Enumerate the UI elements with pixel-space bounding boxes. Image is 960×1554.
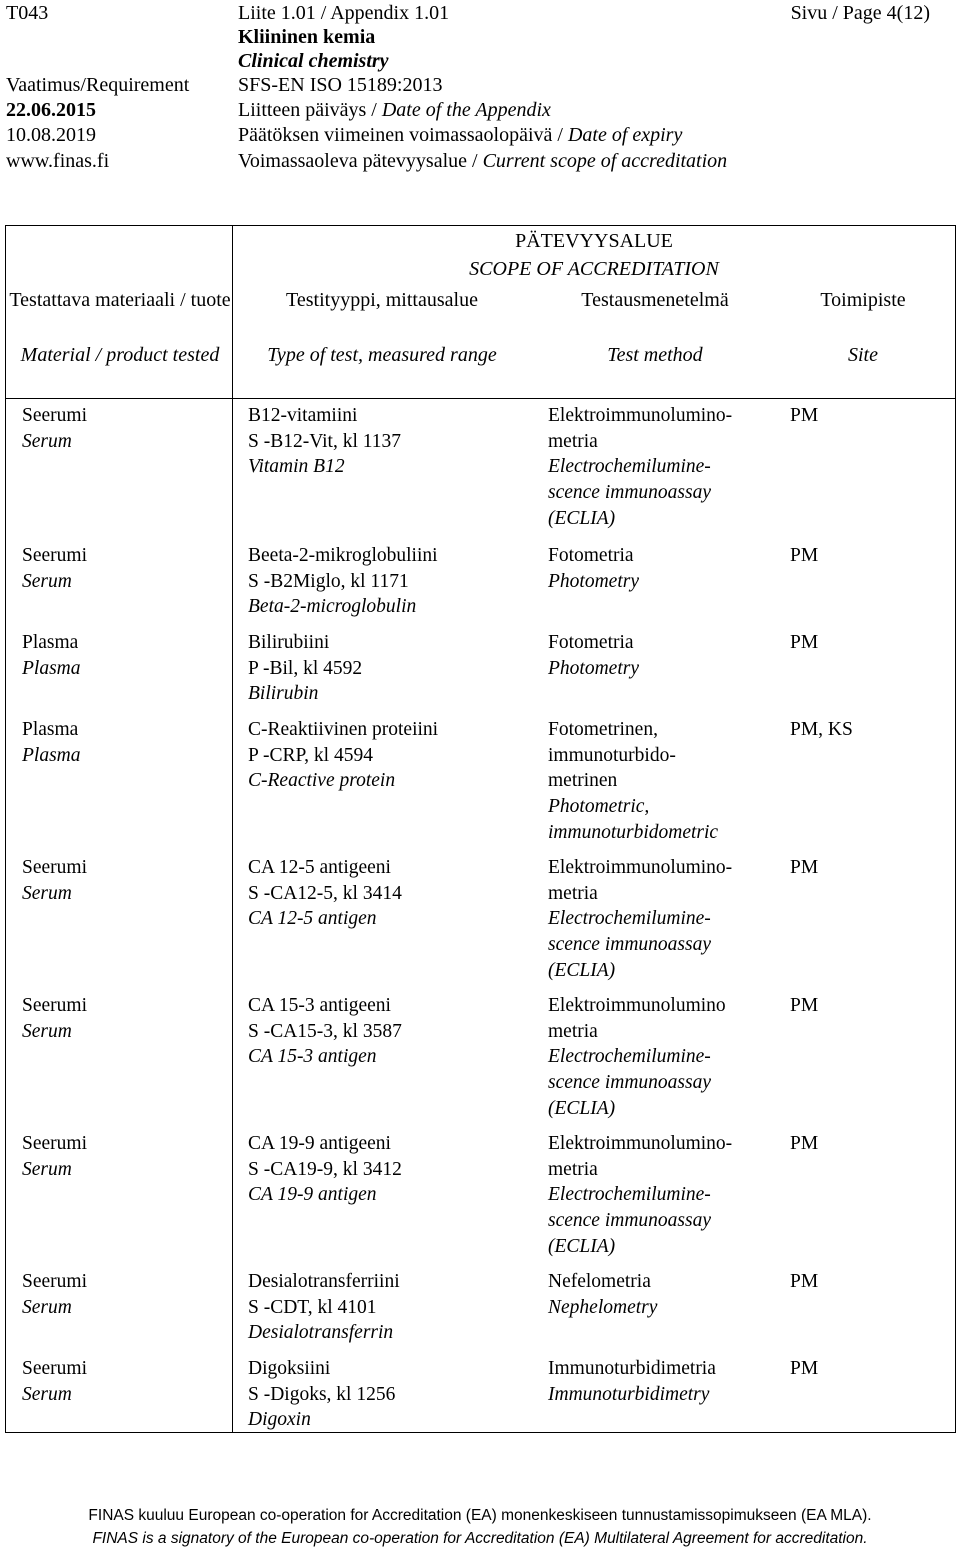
table-row-material bbox=[22, 993, 87, 1044]
table-row-test bbox=[248, 403, 401, 480]
table-row-method bbox=[548, 630, 639, 681]
material-en: Serum bbox=[22, 430, 72, 452]
method-en: Immunoturbidimetry bbox=[548, 1383, 710, 1405]
header-line-3 bbox=[6, 48, 956, 74]
table-row-method bbox=[548, 993, 726, 1122]
test-code: S -B12-Vit, kl 1137 bbox=[248, 430, 402, 452]
material-fi: Seerumi bbox=[22, 995, 87, 1016]
table-row-material bbox=[22, 1131, 87, 1182]
method-fi: metrinen bbox=[548, 770, 618, 792]
method-fi: metria bbox=[548, 1020, 598, 1042]
requirement-label: Vaatimus/Requirement bbox=[6, 74, 190, 96]
method-fi: Immunoturbidimetria bbox=[548, 1358, 716, 1379]
page-number: Sivu / Page 4(12) bbox=[790, 2, 930, 24]
header-line-5 bbox=[6, 97, 956, 123]
method-fi: Fotometria bbox=[548, 632, 634, 653]
appendix-date: 22.06.2015 bbox=[6, 99, 96, 121]
test-code: S -Digoks, kl 1256 bbox=[248, 1383, 396, 1405]
table-row-site: PM bbox=[790, 857, 819, 878]
standard: SFS-EN ISO 15189:2013 bbox=[238, 74, 443, 96]
table-row-site: PM bbox=[790, 995, 819, 1016]
method-en: Photometric, bbox=[548, 796, 650, 818]
table-row-material bbox=[22, 855, 87, 906]
material-en: Serum bbox=[22, 1020, 72, 1042]
material-en: Serum bbox=[22, 570, 72, 592]
test-en: CA 15-3 antigen bbox=[248, 1046, 377, 1068]
method-en: Electrochemilumine- bbox=[548, 1184, 711, 1206]
method-fi: metria bbox=[548, 1158, 598, 1180]
appendix-date-label bbox=[238, 97, 551, 123]
test-en: Bilirubin bbox=[248, 683, 319, 705]
method-fi: Elektroimmunolumino- bbox=[548, 405, 733, 426]
table-row-site: PM bbox=[790, 1133, 819, 1154]
method-en: immunoturbidometric bbox=[548, 821, 719, 843]
expiry-date-label bbox=[238, 122, 682, 148]
header-line-6 bbox=[6, 122, 956, 148]
header-line-2 bbox=[6, 24, 956, 50]
method-en: (ECLIA) bbox=[548, 507, 616, 529]
table-row-test bbox=[248, 1131, 402, 1208]
method-fi: Fotometria bbox=[548, 545, 634, 566]
test-en: Desialotransferrin bbox=[248, 1322, 394, 1344]
header-line-4 bbox=[6, 72, 956, 98]
test-code: S -B2Miglo, kl 1171 bbox=[248, 570, 409, 592]
table-row-test bbox=[248, 993, 402, 1070]
test-en: Beta-2-microglobulin bbox=[248, 596, 417, 618]
table-row-test bbox=[248, 1356, 395, 1433]
material-en: Serum bbox=[22, 1158, 72, 1180]
scope-title-fi: PÄTEVYYSALUE bbox=[515, 230, 673, 252]
material-en: Plasma bbox=[22, 657, 81, 679]
footer-fi: FINAS kuuluu European co-operation for Accreditation (EA) monenkeskiseen tunnustamissopimukseen (EA MLA). bbox=[88, 1507, 872, 1524]
header-line-7 bbox=[6, 148, 956, 174]
method-fi: metria bbox=[548, 882, 598, 904]
method-en: (ECLIA) bbox=[548, 1235, 616, 1257]
material-fi: Seerumi bbox=[22, 545, 87, 566]
test-en: Vitamin B12 bbox=[248, 456, 345, 478]
table-row-site: PM bbox=[790, 632, 819, 653]
material-fi: Seerumi bbox=[22, 1133, 87, 1154]
method-fi: Nefelometria bbox=[548, 1271, 651, 1292]
material-en: Plasma bbox=[22, 744, 81, 766]
table-row-method bbox=[548, 1269, 657, 1320]
method-en: (ECLIA) bbox=[548, 1097, 616, 1119]
table-row-material bbox=[22, 543, 87, 594]
column-header-material-en: Material / product tested bbox=[20, 344, 220, 366]
test-code: S -CA19-9, kl 3412 bbox=[248, 1158, 402, 1180]
table-row-material bbox=[22, 717, 81, 768]
table-row-test bbox=[248, 1269, 400, 1346]
table-row-method bbox=[548, 403, 732, 532]
method-en: Photometry bbox=[548, 570, 639, 592]
material-fi: Seerumi bbox=[22, 1358, 87, 1379]
test-fi: CA 19-9 antigeeni bbox=[248, 1133, 391, 1154]
table-row-method bbox=[548, 543, 639, 594]
column-header-type-fi: Testityyppi, mittausalue bbox=[286, 289, 478, 311]
test-fi: C-Reaktiivinen proteiini bbox=[248, 719, 439, 740]
header-row-divider bbox=[5, 398, 956, 399]
method-en: scence immunoassay bbox=[548, 1210, 711, 1232]
test-en: C-Reactive protein bbox=[248, 770, 396, 792]
material-en: Serum bbox=[22, 1296, 72, 1318]
appendix-date-label-fi: Liitteen päiväys / bbox=[238, 99, 382, 121]
table-row-test bbox=[248, 630, 362, 707]
table-row-site: PM bbox=[790, 545, 819, 566]
expiry-date-label-en: Date of expiry bbox=[567, 124, 683, 146]
scope-label bbox=[238, 148, 727, 174]
test-en: CA 12-5 antigen bbox=[248, 908, 377, 930]
test-fi: CA 12-5 antigeeni bbox=[248, 857, 391, 878]
column-header-site-en: Site bbox=[848, 344, 878, 366]
website: www.finas.fi bbox=[6, 150, 110, 172]
header-line-1 bbox=[6, 0, 956, 26]
method-en: Electrochemilumine- bbox=[548, 1046, 711, 1068]
table-row-method bbox=[548, 717, 718, 846]
test-code: S -CA12-5, kl 3414 bbox=[248, 882, 402, 904]
test-code: S -CDT, kl 4101 bbox=[248, 1296, 377, 1318]
scope-title-en: SCOPE OF ACCREDITATION bbox=[469, 258, 719, 280]
method-en: scence immunoassay bbox=[548, 934, 711, 956]
column-header-method-en: Test method bbox=[607, 344, 703, 366]
method-fi: Fotometrinen, bbox=[548, 719, 658, 740]
expiry-date: 10.08.2019 bbox=[6, 124, 96, 146]
material-en: Serum bbox=[22, 882, 72, 904]
material-en: Serum bbox=[22, 1383, 72, 1405]
table-row-method bbox=[548, 855, 732, 984]
method-fi: Elektroimmunolumino- bbox=[548, 857, 733, 878]
scope-label-fi: Voimassaoleva pätevyysalue / bbox=[238, 150, 483, 172]
table-row-material bbox=[22, 630, 81, 681]
table-row-site: PM bbox=[790, 1271, 819, 1292]
appendix-date-label-en: Date of the Appendix bbox=[381, 99, 551, 121]
test-code: P -Bil, kl 4592 bbox=[248, 657, 363, 679]
expiry-date-label-fi: Päätöksen viimeinen voimassaolopäivä / bbox=[238, 124, 568, 146]
method-en: Photometry bbox=[548, 657, 639, 679]
method-fi: metria bbox=[548, 430, 598, 452]
material-fi: Plasma bbox=[22, 719, 79, 740]
method-en: (ECLIA) bbox=[548, 959, 616, 981]
test-en: CA 19-9 antigen bbox=[248, 1184, 377, 1206]
table-row-method bbox=[548, 1356, 716, 1407]
scope-label-en: Current scope of accreditation bbox=[482, 150, 728, 172]
test-fi: B12-vitamiini bbox=[248, 405, 358, 426]
table-row-material bbox=[22, 403, 87, 454]
method-en: Nephelometry bbox=[548, 1296, 658, 1318]
method-fi: Elektroimmunolumino- bbox=[548, 1133, 733, 1154]
table-row-site: PM bbox=[790, 1358, 819, 1379]
method-en: scence immunoassay bbox=[548, 482, 711, 504]
method-fi: immunoturbido- bbox=[548, 744, 676, 766]
test-fi: CA 15-3 antigeeni bbox=[248, 995, 391, 1016]
column-header-site-fi: Toimipiste bbox=[820, 289, 906, 311]
test-code: P -CRP, kl 4594 bbox=[248, 744, 373, 766]
method-en: scence immunoassay bbox=[548, 1072, 711, 1094]
document-code: T043 bbox=[6, 2, 49, 24]
column-header-material-fi: Testattava materiaali / tuote bbox=[9, 289, 231, 311]
table-row-site: PM, KS bbox=[790, 719, 853, 740]
material-fi: Seerumi bbox=[22, 857, 87, 878]
field-fi: Kliininen kemia bbox=[238, 26, 376, 48]
method-en: Electrochemilumine- bbox=[548, 456, 711, 478]
test-fi: Bilirubiini bbox=[248, 632, 330, 653]
test-fi: Beeta-2-mikroglobuliini bbox=[248, 545, 438, 566]
footer-en: FINAS is a signatory of the European co-operation for Accreditation (EA) Multilateral Agreement for accreditation. bbox=[92, 1530, 868, 1547]
table-row-test bbox=[248, 717, 438, 794]
appendix-number: Liite 1.01 / Appendix 1.01 bbox=[238, 2, 450, 24]
method-fi: Elektroimmunolumino bbox=[548, 995, 726, 1016]
test-code: S -CA15-3, kl 3587 bbox=[248, 1020, 402, 1042]
table-row-test bbox=[248, 855, 402, 932]
test-en: Digoxin bbox=[248, 1409, 311, 1431]
test-fi: Desialotransferriini bbox=[248, 1271, 400, 1292]
material-fi: Seerumi bbox=[22, 1271, 87, 1292]
table-row-material bbox=[22, 1269, 87, 1320]
column-header-method-fi: Testausmenetelmä bbox=[581, 289, 729, 311]
column-header-type-en: Type of test, measured range bbox=[267, 344, 497, 366]
field-en: Clinical chemistry bbox=[238, 50, 389, 72]
column-divider-1 bbox=[232, 225, 233, 1433]
test-fi: Digoksiini bbox=[248, 1358, 331, 1379]
material-fi: Plasma bbox=[22, 632, 79, 653]
table-row-method bbox=[548, 1131, 732, 1260]
method-en: Electrochemilumine- bbox=[548, 908, 711, 930]
table-row-test bbox=[248, 543, 438, 620]
material-fi: Seerumi bbox=[22, 405, 87, 426]
table-row-material bbox=[22, 1356, 87, 1407]
table-row-site: PM bbox=[790, 405, 819, 426]
